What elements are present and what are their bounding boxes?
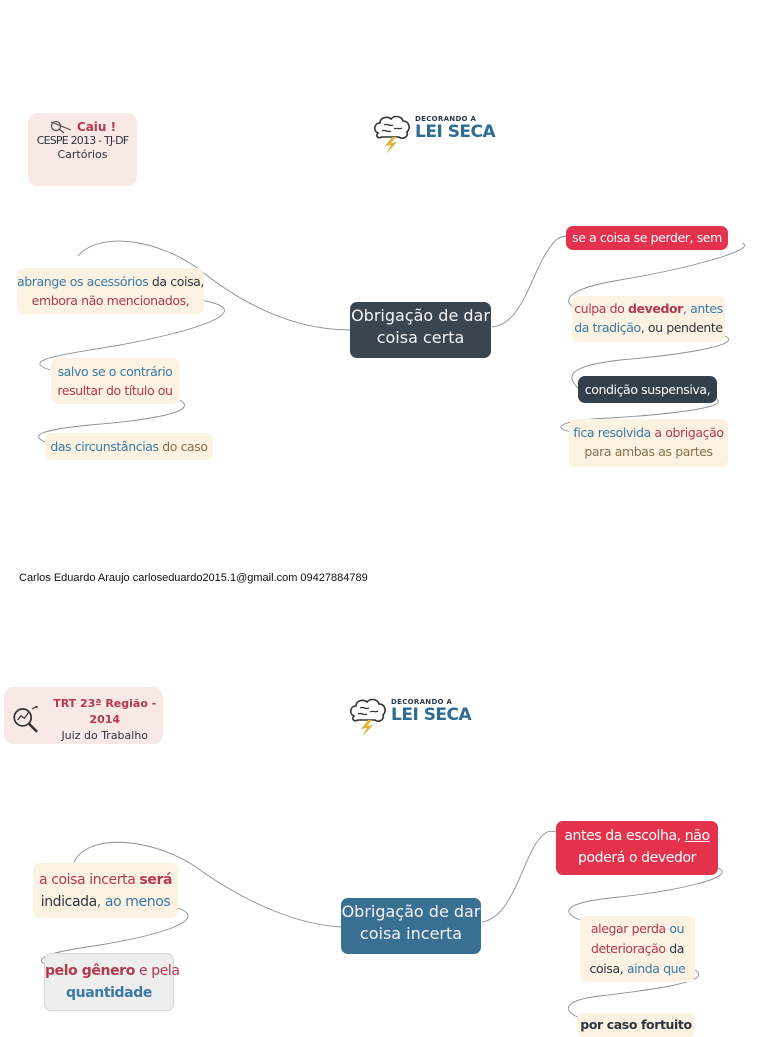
branch-text: a obrigação (650, 425, 724, 440)
branch-text: ou (665, 921, 685, 936)
badge-line-2: Juiz do Trabalho (61, 729, 149, 742)
branch-text: das circunstâncias (50, 439, 159, 454)
branch-text: pelo gênero (45, 963, 135, 979)
branch-node[interactable] (51, 358, 179, 404)
branch-text: quantidade (66, 985, 152, 1001)
central-topic[interactable] (341, 898, 481, 954)
author-footer: Carlos Eduardo Araujo carloseduardo2015.1@gmail.com 09427884789 (19, 572, 368, 584)
branch-text: condição suspensiva, (584, 382, 711, 397)
branch-text: embora não mencionados, (31, 293, 190, 308)
branch-text: resultar do título ou (57, 383, 173, 398)
branch-node[interactable] (578, 376, 717, 403)
central-topic-line-1: Obrigação de dar (341, 902, 481, 921)
brand-top-line: DECORANDO A (415, 115, 477, 123)
brand-title: LEI SECA (415, 122, 496, 142)
brain-bolt-icon (372, 113, 412, 155)
branch-node[interactable] (572, 296, 725, 342)
brain-bolt-icon (348, 696, 388, 738)
branch-text: antes da escolha, (564, 828, 685, 844)
branch-text: ainda que (626, 961, 686, 976)
exam-badge (4, 687, 163, 744)
branch-text: deterioração (590, 941, 666, 956)
branch-node[interactable] (566, 226, 728, 250)
branch-text: se a coisa se perder, sem (572, 230, 722, 245)
badge-line-2: CESPE 2013 - TJ-DF (36, 134, 129, 147)
branch-text: indicada (40, 894, 97, 910)
connector-line (492, 236, 568, 327)
badge-line-3: Cartórios (57, 148, 108, 161)
brand-top-line: DECORANDO A (391, 698, 453, 706)
brand-title: LEI SECA (391, 705, 472, 725)
branch-text: para ambas as partes (584, 444, 713, 459)
branch-text: por caso fortuito (580, 1017, 692, 1032)
branch-text: abrange os acessórios (17, 274, 149, 289)
branch-text: da (665, 941, 685, 956)
branch-node[interactable] (44, 953, 180, 1011)
branch-node[interactable] (45, 433, 213, 460)
branch-text: será (139, 872, 173, 888)
badge-line-1: Caiu ! (76, 120, 117, 134)
branch-text: poderá o devedor (578, 850, 696, 866)
branch-text: devedor (628, 301, 683, 316)
branch-node[interactable] (33, 863, 178, 918)
central-topic-line-1: Obrigação de dar (351, 306, 490, 325)
connector-line (569, 868, 722, 920)
branch-node[interactable] (17, 268, 204, 314)
branch-text: da coisa, (148, 274, 205, 289)
branch-text: , ou pendente (640, 320, 723, 335)
branch-text: , antes (682, 301, 723, 316)
magnifier-icon (49, 120, 73, 134)
branch-text: , ao menos (96, 894, 171, 910)
branch-text: da tradição (574, 320, 641, 335)
branch-text: e pela (134, 963, 180, 979)
connector-line (482, 831, 556, 922)
magnifier-chart-icon (10, 702, 40, 738)
central-topic[interactable] (350, 302, 491, 358)
exam-badge (28, 113, 137, 186)
branch-text: fica resolvida (573, 425, 651, 440)
branch-text: salvo se o contrário (57, 364, 173, 379)
central-topic-line-2: coisa incerta (359, 924, 463, 943)
branch-node[interactable] (569, 419, 728, 467)
branch-text: coisa, (589, 961, 627, 976)
branch-text: a coisa incerta (38, 872, 140, 888)
central-topic-line-2: coisa certa (376, 328, 465, 347)
branch-node[interactable] (580, 916, 695, 982)
branch-node[interactable] (577, 1013, 695, 1037)
branch-text: culpa do (574, 301, 628, 316)
branch-text: não (684, 828, 710, 844)
branch-text: do caso (158, 439, 208, 454)
branch-node[interactable] (556, 821, 718, 875)
branch-text: alegar perda (590, 921, 666, 936)
badge-line-1: TRT 23ª Região - 2014 (53, 697, 157, 726)
